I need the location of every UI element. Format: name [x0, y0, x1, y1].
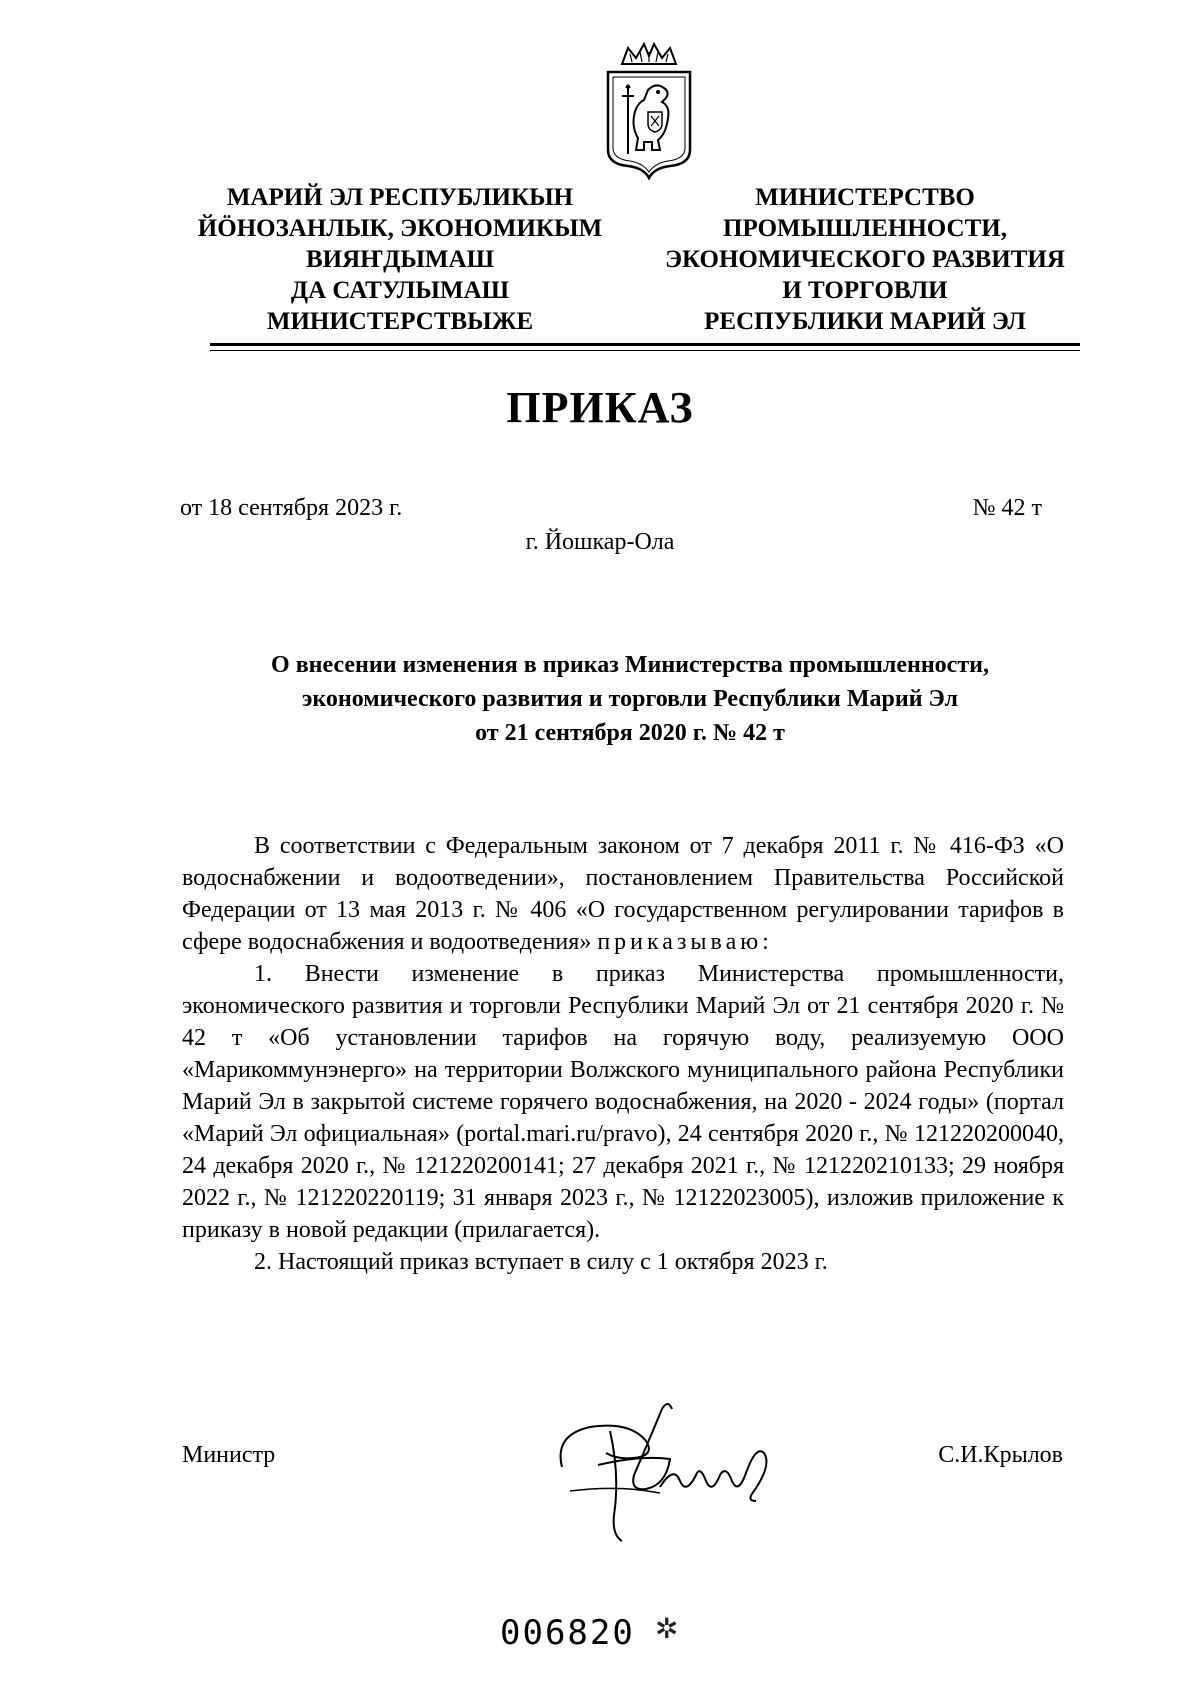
header-left-line: МАРИЙ ЭЛ РЕСПУБЛИКЫН: [226, 184, 574, 211]
serial-mark-icon: ✲: [655, 1614, 679, 1645]
header-left-line: ЙӦНОЗАНЛЫК, ЭКОНОМИКЫМ: [197, 215, 603, 242]
header-left-line: ДА САТУЛЫМАШ: [290, 277, 510, 304]
order-subject: [180, 648, 1080, 750]
header-left-block: [180, 182, 620, 337]
header-right-line: ЭКОНОМИЧЕСКОГО РАЗВИТИЯ: [665, 246, 1065, 273]
item-2-paragraph: 2. Настоящий приказ вступает в силу с 1 октября 2023 г.: [254, 1249, 828, 1275]
intro-text: В соответствии с Федеральным законом от 7 декабря 2011 г. № 416-ФЗ «О водоснабжении и водоотведении», постановлением Правительства Российской Федерации от 13 мая 2013 г. № 406 «О государственном регулировании тарифов в сфере водоснабжения и водоотведения»: [182, 833, 1064, 955]
subject-line: экономического развития и торговли Республики Марий Эл: [302, 686, 958, 712]
serial-number: 006820: [500, 1613, 635, 1653]
signatory-name: С.И.Крылов: [938, 1442, 1063, 1468]
header-right-block: [650, 182, 1080, 337]
order-body: [182, 830, 1064, 1278]
intro-paragraph: [182, 830, 1064, 958]
handwritten-signature-icon: [550, 1395, 800, 1545]
order-date: от 18 сентября 2023 г.: [180, 495, 403, 521]
header-right-line: ПРОМЫШЛЕННОСТИ,: [723, 215, 1007, 242]
order-word: приказываю:: [597, 929, 773, 955]
header-divider: [210, 343, 1080, 351]
order-place: г. Йошкар-Ола: [525, 529, 675, 555]
item-1-paragraph: 1. Внести изменение в приказ Министерства промышленности, экономического развития и торговли Республики Марий Эл от 21 сентября 2020 г. № 42 т «Об установлении тарифов на горячую воду, реализуемую ООО «Марикоммунэнерго» на территории Волжского муниципального района Республики Марий Эл в закрытой системе горячего водоснабжения, на 2020 - 2024 годы» (портал «Марий Эл официальная» (portal.mari.ru/pravo), 24 сентября 2020 г., № 121220200040, 24 декабря 2020 г., № 121220200141; 27 декабря 2021 г., № 121220210133; 29 ноября 2022 г., № 121220220119; 31 января 2023 г., № 12122023005), изложив приложение к приказу в новой редакции (прилагается).: [182, 961, 1064, 1243]
header-right-line: РЕСПУБЛИКИ МАРИЙ ЭЛ: [704, 308, 1026, 335]
subject-line: О внесении изменения в приказ Министерства промышленности,: [271, 652, 989, 678]
document-title: ПРИКАЗ: [506, 383, 694, 432]
subject-line: от 21 сентября 2020 г. № 42 т: [475, 720, 785, 746]
header-right-line: И ТОРГОВЛИ: [782, 277, 948, 304]
header-right-line: МИНИСТЕРСТВО: [755, 184, 975, 211]
header-left-line: МИНИСТЕРСТВЫЖЕ: [266, 308, 534, 335]
coat-of-arms-icon: [600, 42, 698, 180]
header-left-line: ВИЯҤДЫМАШ: [305, 246, 495, 273]
order-number: № 42 т: [972, 495, 1042, 521]
signatory-position: Министр: [182, 1442, 276, 1468]
